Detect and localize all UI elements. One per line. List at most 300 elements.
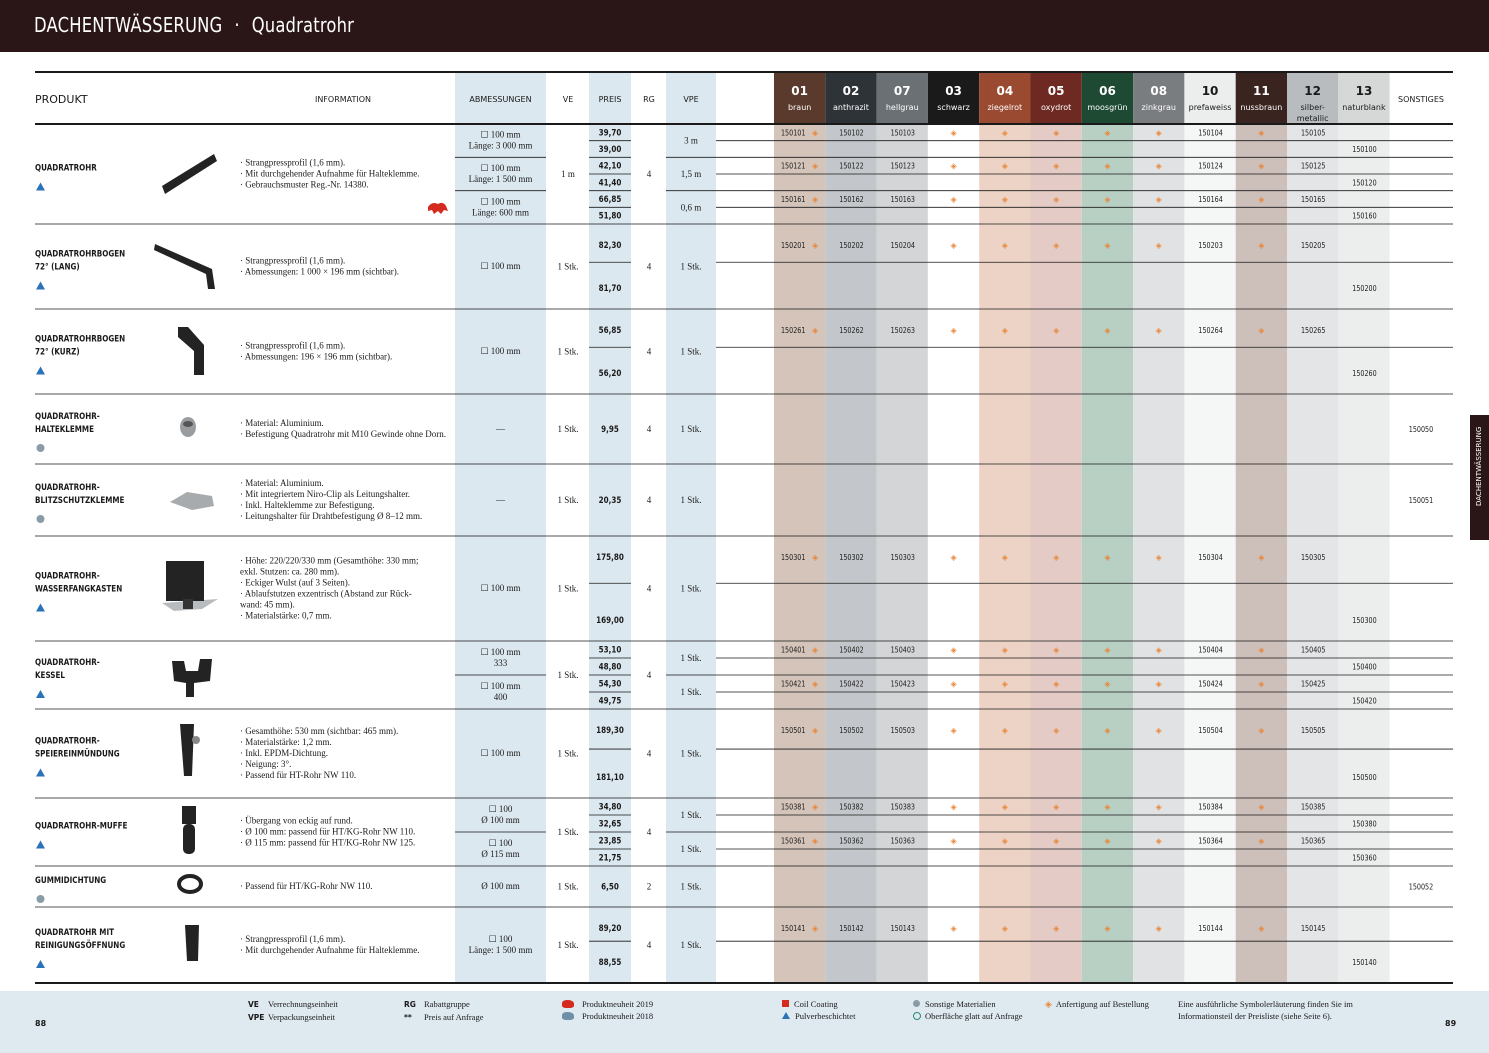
legend-footer [0,991,1489,1053]
anfertigung-icon: ◈ [1001,241,1008,250]
anfertigung-icon: ◈ [1104,195,1111,204]
anfertigung-icon: ◈ [1053,924,1060,933]
article-number: 150145 [1301,923,1326,934]
anfertigung-icon: ◈ [1001,726,1008,735]
product-info: · Inkl. Halteklemme zur Befestigung. [240,500,375,510]
anfertigung-icon: ◈ [1001,553,1008,562]
product-info: · Eckiger Wulst (auf 3 Seiten). [240,577,350,588]
anfertigung-icon: ◈ [812,645,819,655]
side-tab-label: DACHENTWÄSSERUNG [1475,426,1483,506]
vpe-value: 1 Stk. [680,495,702,505]
anfertigung-icon: ◈ [1258,726,1265,735]
anfertigung-icon: ◈ [1155,195,1162,204]
ve-value: 1 Stk. [557,424,579,434]
color-name-13: naturblank [1342,103,1386,112]
product-name: QUADRATROHR- [35,569,100,581]
anfertigung-icon: ◈ [950,195,957,204]
article-number: 150123 [890,160,916,171]
dimension-value: ☐ 100 mm [480,129,521,140]
anfertigung-icon: ◈ [950,326,957,335]
anfertigung-icon: ◈ [812,726,819,735]
rg-value: 4 [646,346,652,357]
anfertigung-icon: ◈ [1104,726,1111,735]
rg-value: 4 [646,169,652,179]
anfertigung-icon: ◈ [1258,241,1265,250]
box-shape [166,561,204,601]
color-name-10: prefaweiss [1188,103,1232,112]
product-info: · Strangpressprofil (1,6 mm). [240,934,346,944]
anfertigung-icon: ◈ [1155,161,1162,171]
sonstige-icon [913,1000,920,1007]
dimension-value: — [496,494,505,505]
color-header-05 [1031,72,1082,124]
header-information: INFORMATION [314,95,372,104]
article-number: 150303 [890,552,916,563]
ve-value: 1 Stk. [557,346,579,357]
anfertigung-icon: ◈ [812,679,819,689]
legend-note: Eine ausführliche Symbolerläuterung finden Sie im Informationsteil der Preisliste (siehe Seite 6). [1178,999,1353,1021]
anfertigung-icon: ◈ [1155,241,1162,250]
dimension-value: Länge: 1 500 mm [468,174,533,184]
rg-value: 4 [646,748,652,759]
color-name-02: anthrazit [832,103,869,112]
color-header-08 [1133,72,1184,124]
seal-ring [179,876,201,892]
product-name: 72° (KURZ) [35,345,80,357]
dimension-value: — [496,423,505,434]
anfertigung-icon: ◈ [1104,161,1111,171]
vpe-value: 1,5 m [680,169,702,179]
dimension-value: Ø 115 mm [481,849,520,859]
product-image-5 [162,561,218,611]
pulver-icon [782,1012,790,1019]
pulver-marker-icon [36,604,45,612]
product-info: · Materialstärke: 0,7 mm. [240,610,332,621]
diamond-icon: ◈ [1045,999,1052,1009]
product-image-2 [178,327,204,375]
product-info: · Höhe: 220/220/330 mm (Gesamthöhe: 330 mm; [240,555,419,566]
article-number: 150302 [839,552,864,563]
anfertigung-icon: ◈ [1258,679,1265,689]
color-name-08: zinkgrau [1141,103,1176,112]
pipe-shape [185,925,199,961]
product-name: QUADRATROHR- [35,734,100,746]
article-number: 150143 [890,923,916,934]
article-number: 150262 [839,325,864,336]
article-number: 150422 [839,678,864,689]
rg-value: 4 [646,261,652,272]
article-number: 150050 [1408,424,1434,435]
dimension-value: ☐ 100 [488,838,513,848]
header-vpe: VPE [683,95,699,104]
anfertigung-icon: ◈ [1258,802,1265,812]
article-number: 150103 [890,127,916,138]
page-number-left: 88 [35,1019,47,1028]
dimension-value: ☐ 100 mm [480,261,521,271]
anfertigung-icon: ◈ [950,802,957,812]
dimension-value: ☐ 100 mm [480,196,521,207]
article-number: 150421 [781,678,806,689]
legend-materials: Sonstige Materialien Oberfläche glatt auf Anfrage [913,998,1022,1022]
article-number: 150301 [781,552,806,563]
article-number: 150401 [781,644,806,655]
product-info: · Material: Aluminium. [240,418,324,428]
color-name-12: silber- [1300,103,1325,112]
anfertigung-icon: ◈ [1053,195,1060,204]
rg-value: 4 [646,670,652,680]
dimension-value: ☐ 100 mm [480,647,521,657]
product-info: · Mit durchgehender Aufnahme für Halteklemme. [240,168,420,179]
article-number: 150052 [1408,881,1434,892]
article-number: 150051 [1408,495,1434,506]
color-code-04: 04 [996,84,1014,98]
pulver-marker-icon [36,367,45,375]
anfertigung-icon: ◈ [812,161,819,171]
article-number: 150360 [1352,852,1377,863]
product-info: · Abmessungen: 196 × 196 mm (sichtbar). [240,351,393,362]
price-value: 82,30 [598,239,622,251]
product-name: QUADRATROHR [35,161,97,173]
article-number: 150420 [1352,695,1377,706]
anfertigung-icon: ◈ [1104,553,1111,562]
article-number: 150165 [1301,194,1326,205]
rg-value: 4 [646,495,652,505]
dimension-value: Länge: 1 500 mm [468,945,533,955]
legend-anfertigung: ◈ Anfertigung auf Bestellung [1045,999,1149,1009]
sonstige-marker-icon [37,515,45,523]
anfertigung-icon: ◈ [1104,836,1111,846]
product-image-7 [180,724,200,776]
kessel-shape [172,659,212,697]
anfertigung-icon: ◈ [1001,679,1008,689]
dimension-value: Ø 100 mm [481,881,520,891]
color-header-02 [825,72,876,124]
anfertigung-icon: ◈ [812,836,819,846]
header-rg: RG [643,95,655,104]
product-info: · Mit durchgehender Aufnahme für Halteklemme. [240,945,420,955]
anfertigung-icon: ◈ [950,924,957,933]
product-image-8 [182,806,196,854]
price-value: 56,85 [598,324,622,336]
vpe-value: 1 Stk. [680,346,702,357]
anfertigung-icon: ◈ [1155,679,1162,689]
product-info: · Inkl. EPDM-Dichtung. [240,748,328,758]
article-number: 150304 [1198,552,1223,563]
color-name-12: metallic [1296,114,1329,123]
legend-rg: RG Rabattgruppe ** Preis auf Anfrage [404,999,484,1022]
article-number: 150125 [1301,160,1326,171]
vpe-value: 3 m [684,135,698,146]
price-value: 81,70 [598,282,622,294]
anfertigung-icon: ◈ [1053,553,1060,562]
anfertigung-icon: ◈ [1001,326,1008,335]
article-number: 150163 [890,194,916,205]
anfertigung-icon: ◈ [1104,679,1111,689]
anfertigung-icon: ◈ [1001,836,1008,846]
article-number: 150364 [1198,835,1223,846]
pulver-marker-icon [36,841,45,849]
legend-coating: Coil Coating Pulverbeschichtet [782,998,855,1022]
article-number: 150365 [1301,835,1326,846]
ve-value: 1 Stk. [557,261,579,272]
product-info: · Ø 115 mm: passend für HT/KG-Rohr NW 125. [240,837,416,848]
pipe-shape [162,154,217,194]
color-name-01: braun [787,103,812,112]
price-value: 56,20 [598,367,622,379]
dimension-value: 400 [493,692,508,702]
price-value: 39,00 [598,143,622,155]
article-number: 150205 [1301,240,1326,251]
product-info: · Abmessungen: 1 000 × 196 mm (sichtbar). [240,266,400,277]
ve-value: 1 Stk. [557,881,579,892]
legend-new: Produktneuheit 2019 Produktneuheit 2018 [562,998,653,1022]
article-number: 150121 [781,160,806,171]
vpe-value: 1 Stk. [680,653,702,663]
anfertigung-icon: ◈ [1104,128,1111,138]
price-value: 169,00 [596,614,624,626]
anfertigung-icon: ◈ [1001,195,1008,204]
anfertigung-icon: ◈ [1001,645,1008,655]
article-number: 150362 [839,835,864,846]
anfertigung-icon: ◈ [1053,802,1060,812]
anfertigung-icon: ◈ [1155,924,1162,933]
anfertigung-icon: ◈ [1001,924,1008,933]
anfertigung-icon: ◈ [1155,802,1162,812]
product-name: QUADRATROHR MIT [35,926,115,938]
article-number: 150425 [1301,678,1326,689]
box-spout [183,599,193,609]
ve-value: 1 Stk. [557,495,579,505]
sonstige-marker-icon [37,895,45,903]
vpe-value: 1 Stk. [680,748,702,759]
anfertigung-icon: ◈ [950,836,957,846]
dimension-value: ☐ 100 mm [480,583,521,593]
product-name: QUADRATROHRBOGEN [35,247,126,259]
anfertigung-icon: ◈ [1104,241,1111,250]
color-name-03: schwarz [937,103,970,112]
article-number: 150101 [781,127,806,138]
product-info: · Ablaufstutzen exzentrisch (Abstand zur Rück- [240,588,412,599]
anfertigung-icon: ◈ [1104,326,1111,335]
product-info: · Strangpressprofil (1,6 mm). [240,255,346,266]
color-code-12: 12 [1304,84,1322,98]
anfertigung-icon: ◈ [1155,553,1162,562]
color-code-11: 11 [1252,84,1270,98]
product-info: · Mit integriertem Niro-Clip als Leitungshalter. [240,489,410,499]
anfertigung-icon: ◈ [812,128,819,138]
dimension-value: Ø 100 mm [481,815,520,825]
anfertigung-icon: ◈ [1258,924,1265,933]
article-number: 150505 [1301,725,1326,736]
pulver-marker-icon [36,282,45,290]
product-name: QUADRATROHR- [35,481,100,493]
product-name: SPEIEREINMÜNDUNG [35,747,120,759]
article-number: 150265 [1301,325,1326,336]
price-value: 20,35 [598,494,622,506]
article-number: 150384 [1198,801,1223,812]
article-number: 150105 [1301,127,1326,138]
article-number: 150382 [839,801,864,812]
article-number: 150361 [781,835,806,846]
article-number: 150380 [1352,818,1377,829]
article-number: 150104 [1198,127,1223,138]
anfertigung-icon: ◈ [812,553,819,562]
article-number: 150503 [890,725,916,736]
product-info: wand: 45 mm). [240,599,295,610]
new-2019-icon [562,1000,574,1008]
anfertigung-icon: ◈ [1155,645,1162,655]
anfertigung-icon: ◈ [1053,241,1060,250]
product-info: · Neigung: 3°. [240,759,292,769]
vpe-value: 1 Stk. [680,583,702,594]
speier-shape [180,724,194,776]
product-name: HALTEKLEMME [35,423,94,435]
anfertigung-icon: ◈ [1053,645,1060,655]
anfertigung-icon: ◈ [1001,161,1008,171]
article-number: 150502 [839,725,864,736]
anfertigung-icon: ◈ [1155,128,1162,138]
article-number: 150141 [781,923,806,934]
new-2019-icon [428,203,448,214]
anfertigung-icon: ◈ [950,645,957,655]
vpe-value: 1 Stk. [680,687,702,697]
pulver-marker-icon [36,960,45,968]
article-number: 150504 [1198,725,1223,736]
anfertigung-icon: ◈ [1053,726,1060,735]
product-name: BLITZSCHUTZKLEMME [35,494,125,506]
article-number: 150100 [1352,144,1377,155]
article-number: 150102 [839,127,864,138]
color-code-08: 08 [1150,84,1168,98]
price-value: 175,80 [596,551,624,563]
anfertigung-icon: ◈ [950,128,957,138]
product-name: WASSERFANGKASTEN [35,582,123,594]
product-image-6 [172,659,212,697]
color-header-13 [1338,72,1389,124]
color-code-10: 10 [1201,84,1219,98]
article-number: 150203 [1198,240,1223,251]
page-number-right: 89 [1445,1019,1457,1028]
product-info: · Material: Aluminium. [240,478,324,488]
bend-shape [154,244,215,289]
article-number: 150500 [1352,772,1377,783]
anfertigung-icon: ◈ [812,195,819,204]
product-image-4 [170,492,214,510]
article-number: 150405 [1301,644,1326,655]
article-number: 150402 [839,644,864,655]
anfertigung-icon: ◈ [1258,645,1265,655]
color-header-06 [1082,72,1133,124]
anfertigung-icon: ◈ [1258,128,1265,138]
color-name-06: moosgrün [1087,103,1128,112]
ve-value: 1 Stk. [557,748,579,759]
article-number: 150264 [1198,325,1223,336]
page-title: DACHENTWÄSSERUNG · Quadratrohr [34,13,355,37]
anfertigung-icon: ◈ [950,553,957,562]
anfertigung-icon: ◈ [950,726,957,735]
price-value: 9,95 [601,423,619,435]
pulver-marker-icon [36,690,45,698]
color-header-07 [877,72,928,124]
bend-short-shape [178,327,204,375]
anfertigung-icon: ◈ [950,161,957,171]
product-info: · Strangpressprofil (1,6 mm). [240,157,346,168]
color-header-10 [1184,72,1235,124]
article-number: 150161 [781,194,806,205]
dimension-value: 333 [493,658,508,668]
article-number: 150403 [890,644,916,655]
article-number: 150501 [781,725,806,736]
price-value: 88,55 [598,956,622,968]
article-number: 150363 [890,835,916,846]
article-number: 150120 [1352,177,1377,188]
dimension-value: ☐ 100 [488,934,513,944]
article-number: 150305 [1301,552,1326,563]
dimension-value: ☐ 100 mm [480,681,521,691]
speier-seal [192,736,200,744]
anfertigung-icon: ◈ [1258,836,1265,846]
sonstige-marker-icon [37,444,45,452]
vpe-value: 1 Stk. [680,261,702,272]
price-value: 51,80 [598,209,622,221]
product-info: · Materialstärke: 1,2 mm. [240,737,332,747]
product-image-3 [180,417,196,437]
header-produkt: PRODUKT [35,93,88,106]
product-info: · Gebrauchsmuster Reg.-Nr. 14380. [240,179,369,190]
color-code-05: 05 [1047,84,1065,98]
product-info: · Übergang von eckig auf rund. [240,815,353,826]
header-abmessungen: ABMESSUNGEN [469,95,532,104]
article-number: 150124 [1198,160,1223,171]
anfertigung-icon: ◈ [1104,924,1111,933]
vpe-value: 1 Stk. [680,940,702,950]
anfertigung-icon: ◈ [1155,726,1162,735]
ve-value: 1 Stk. [557,583,579,594]
anfertigung-icon: ◈ [1104,802,1111,812]
product-info: · Strangpressprofil (1,6 mm). [240,340,346,351]
anfertigung-icon: ◈ [1001,802,1008,812]
product-name: REINIGUNGSÖFFNUNG [35,939,126,951]
product-name: QUADRATROHR- [35,410,100,422]
muffe-top [182,806,196,824]
price-value: 21,75 [598,851,622,863]
article-number: 150424 [1198,678,1223,689]
color-code-02: 02 [842,84,860,98]
article-number: 150162 [839,194,864,205]
color-code-07: 07 [893,84,911,98]
price-value: 49,75 [598,694,622,706]
pulver-marker-icon [36,769,45,777]
anfertigung-icon: ◈ [1053,128,1060,138]
price-value: 66,85 [598,193,622,205]
anfertigung-icon: ◈ [1258,326,1265,335]
anfertigung-icon: ◈ [1258,161,1265,171]
price-value: 32,65 [598,817,622,829]
article-number: 150200 [1352,283,1377,294]
clamp-hole [183,421,193,427]
ve-value: 1 m [561,169,575,179]
color-header-01 [774,72,825,124]
coil-coating-icon [782,1000,789,1007]
vpe-value: 0,6 m [680,202,702,213]
rg-value: 4 [646,940,652,950]
article-number: 150381 [781,801,806,812]
price-value: 6,50 [601,880,619,892]
price-value: 34,80 [598,800,622,812]
product-name: 72° (LANG) [35,260,80,272]
product-name: QUADRATROHR-MUFFE [35,819,128,831]
article-number: 150164 [1198,194,1223,205]
